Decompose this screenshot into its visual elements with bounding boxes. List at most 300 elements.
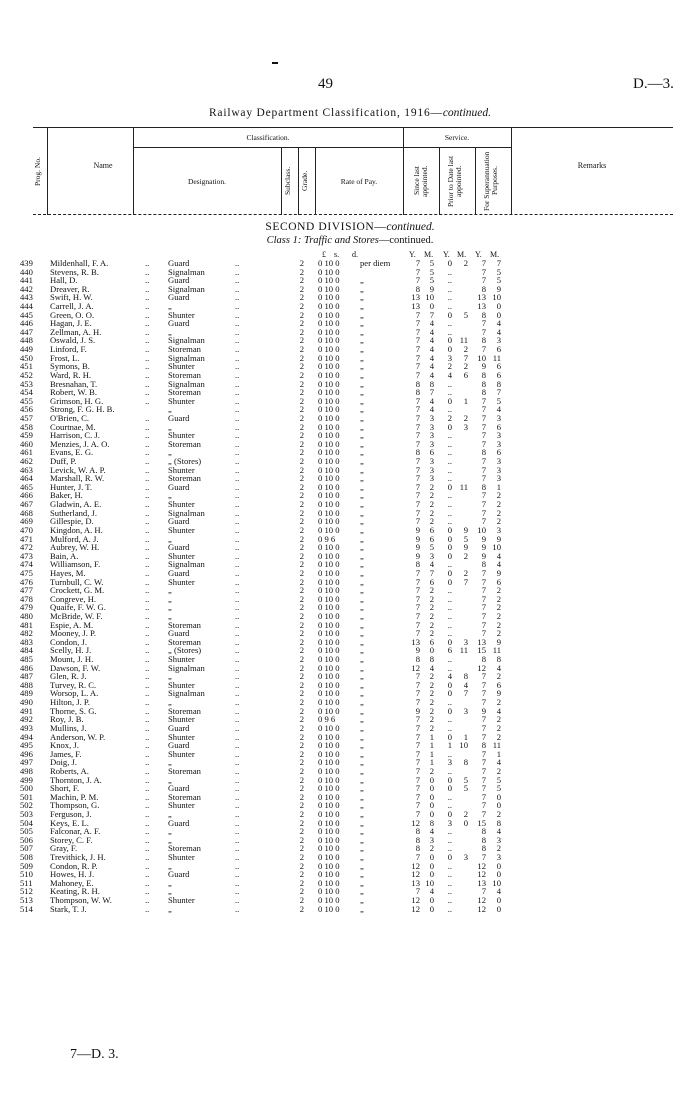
super-months: 2: [496, 610, 501, 621]
employee-name: Mahoney, E.: [50, 877, 94, 888]
prior-years: 0: [447, 852, 452, 863]
prog-no: 495: [20, 740, 33, 751]
table-row: [0, 569, 700, 578]
prog-no: 454: [20, 387, 33, 398]
since-months: 1: [429, 757, 434, 768]
leader-dots: ..: [235, 765, 240, 776]
employee-name: Frost, L.: [50, 352, 80, 363]
designation: „ (Stores): [168, 645, 202, 656]
leader-dots: ..: [235, 576, 240, 587]
prior-years: ..: [447, 654, 452, 665]
super-years: 7: [481, 266, 486, 277]
employee-name: Howes, H. J.: [50, 869, 95, 880]
pay-period: „: [360, 869, 364, 880]
since-years: 9: [415, 542, 420, 553]
super-months: 4: [496, 757, 501, 768]
employee-name: O'Brien, C.: [50, 412, 90, 423]
employee-name: Bain, A.: [50, 550, 79, 561]
table-row: [0, 423, 700, 432]
leader-dots: ..: [145, 464, 150, 475]
employee-name: Thompson, G.: [50, 800, 100, 811]
header-since-last: Since last appointed.: [412, 165, 429, 197]
super-months: 3: [496, 456, 501, 467]
since-months: 8: [429, 654, 434, 665]
table-row: [0, 388, 700, 397]
class-grade: 2: [299, 886, 304, 897]
rate-of-pay: 0 10 0: [318, 619, 340, 630]
prog-no: 489: [20, 688, 33, 699]
pay-period: „: [360, 809, 364, 819]
pay-period: „: [360, 301, 364, 312]
pay-period: „: [360, 783, 364, 794]
employee-name: Stark, T. J.: [50, 903, 87, 914]
since-years: 7: [415, 352, 420, 363]
table-row: [0, 362, 700, 371]
employee-name: Stevens, R. B.: [50, 266, 99, 277]
leader-dots: ..: [235, 344, 240, 355]
table-row: [0, 474, 700, 483]
prog-no: 508: [20, 852, 33, 863]
since-years: 8: [415, 826, 420, 837]
table-row: [0, 870, 700, 879]
footer-signature: 7—D. 3.: [70, 1047, 119, 1062]
table-row: [0, 629, 700, 638]
since-months: 2: [429, 679, 434, 690]
prior-months: 5: [463, 309, 468, 320]
designation: Signalman: [168, 283, 205, 294]
class-grade: 2: [299, 387, 304, 398]
table-row: [0, 707, 700, 716]
prog-no: 505: [20, 826, 33, 837]
rate-of-pay: 0 10 0: [318, 301, 340, 312]
table-row: [0, 612, 700, 621]
leader-dots: ..: [145, 412, 150, 423]
class-grade: 2: [299, 490, 304, 501]
table-row: [0, 827, 700, 836]
designation: Shunter: [168, 395, 195, 406]
since-months: 0: [429, 809, 434, 819]
employee-name: Harrison, C. J.: [50, 430, 100, 441]
pay-period: „: [360, 499, 364, 510]
prior-years: 0: [447, 731, 452, 742]
leader-dots: ..: [145, 809, 150, 819]
class-grade: 2: [299, 714, 304, 725]
class-grade: 2: [299, 309, 304, 320]
prog-no: 499: [20, 774, 33, 785]
prog-no: 445: [20, 309, 33, 320]
since-months: 3: [429, 430, 434, 441]
designation: Storeman: [168, 438, 201, 449]
prog-no: 460: [20, 438, 33, 449]
leader-dots: ..: [145, 895, 150, 906]
class-grade: 2: [299, 567, 304, 578]
prior-years: 6: [447, 645, 452, 656]
since-months: 8: [429, 378, 434, 389]
since-years: 7: [415, 335, 420, 346]
prog-no: 475: [20, 567, 33, 578]
since-months: 6: [429, 636, 434, 647]
table-row: [0, 535, 700, 544]
prog-no: 441: [20, 275, 33, 286]
prior-years: 0: [447, 636, 452, 647]
pay-period: „: [360, 679, 364, 690]
leader-dots: ..: [235, 654, 240, 665]
table-row: [0, 758, 700, 767]
super-years: 12: [477, 662, 486, 673]
prior-months: 7: [463, 352, 468, 363]
leader-dots: ..: [145, 516, 150, 527]
leader-dots: ..: [235, 309, 240, 320]
leader-dots: ..: [145, 567, 150, 578]
super-months: 4: [496, 318, 501, 329]
class-grade: 2: [299, 834, 304, 845]
prog-no: 507: [20, 843, 33, 854]
leader-dots: ..: [235, 283, 240, 294]
since-years: 9: [415, 705, 420, 716]
pay-period: „: [360, 877, 364, 888]
running-title-main: Railway Department Classification, 1916—: [208, 107, 443, 119]
employee-name: Falconar, A. F.: [50, 826, 101, 837]
super-years: 12: [477, 860, 486, 871]
class-grade: 2: [299, 352, 304, 363]
super-years: 7: [481, 516, 486, 527]
super-months: 2: [496, 499, 501, 510]
super-months: 2: [496, 731, 501, 742]
class-grade: 2: [299, 860, 304, 871]
designation: Shunter: [168, 524, 195, 535]
table-row: [0, 354, 700, 363]
designation: Storeman: [168, 369, 201, 380]
table-row: [0, 345, 700, 354]
rate-of-pay: 0 10 0: [318, 628, 340, 639]
super-months: 3: [496, 335, 501, 346]
table-row: [0, 500, 700, 509]
prog-no: 503: [20, 809, 33, 819]
prog-no: 456: [20, 404, 33, 415]
rate-of-pay: 0 10 0: [318, 283, 340, 294]
since-years: 7: [415, 602, 420, 613]
leader-dots: ..: [145, 456, 150, 467]
since-months: 4: [429, 662, 434, 673]
super-years: 7: [481, 258, 486, 268]
designation: Shunter: [168, 679, 195, 690]
leader-dots: ..: [235, 507, 240, 518]
employee-name: Congreve, H.: [50, 593, 97, 604]
class-grade: 2: [299, 671, 304, 682]
super-years: 7: [481, 886, 486, 897]
since-years: 7: [415, 628, 420, 639]
pay-period: „: [360, 765, 364, 776]
table-row: [0, 819, 700, 828]
super-months: 3: [496, 430, 501, 441]
designation: „: [168, 886, 172, 897]
leader-dots: ..: [145, 524, 150, 535]
designation: Guard: [168, 628, 190, 639]
prior-years: 4: [447, 369, 452, 380]
prog-no: 467: [20, 499, 33, 510]
since-years: 7: [415, 361, 420, 372]
super-months: 0: [496, 800, 501, 811]
since-months: 3: [429, 464, 434, 475]
table-row: [0, 733, 700, 742]
designation: Storeman: [168, 387, 201, 398]
table-body: [0, 259, 700, 913]
prior-years: ..: [447, 748, 452, 759]
since-years: 12: [411, 662, 420, 673]
prog-no: 449: [20, 344, 33, 355]
super-months: 4: [496, 705, 501, 716]
leader-dots: ..: [145, 292, 150, 303]
designation: Guard: [168, 722, 190, 733]
leader-dots: ..: [235, 619, 240, 630]
super-years: 7: [481, 791, 486, 802]
table-row: [0, 879, 700, 888]
designation: „: [168, 610, 172, 621]
prior-years: ..: [447, 464, 452, 475]
table-row: [0, 491, 700, 500]
prior-months: 2: [463, 258, 468, 268]
designation: „: [168, 757, 172, 768]
leader-dots: ..: [235, 645, 240, 656]
employee-name: Ward, R. H.: [50, 369, 92, 380]
leader-dots: ..: [235, 610, 240, 621]
employee-name: Trevithick, J. H.: [50, 852, 106, 863]
rate-of-pay: 0 10 0: [318, 722, 340, 733]
designation: Guard: [168, 783, 190, 794]
employee-name: Ferguson, J.: [50, 809, 92, 819]
designation: „: [168, 602, 172, 613]
class-grade: 2: [299, 877, 304, 888]
rate-of-pay: 0 10 0: [318, 464, 340, 475]
prog-no: 477: [20, 585, 33, 596]
unit-penny: d.: [352, 250, 358, 259]
prior-years: ..: [447, 378, 452, 389]
pay-period: „: [360, 619, 364, 630]
leader-dots: ..: [145, 438, 150, 449]
pay-period: „: [360, 326, 364, 337]
rate-of-pay: 0 10 0: [318, 869, 340, 880]
designation: Storeman: [168, 791, 201, 802]
since-years: 7: [415, 258, 420, 268]
class-grade: 2: [299, 636, 304, 647]
employee-name: Keating, R. H.: [50, 886, 100, 897]
super-years: 13: [477, 877, 486, 888]
since-years: 7: [415, 412, 420, 423]
leader-dots: ..: [145, 826, 150, 837]
employee-name: Turvey, R. C.: [50, 679, 97, 690]
header-prior-to: Prior to Date last appointed.: [446, 155, 463, 207]
class-grade: 2: [299, 869, 304, 880]
since-years: 8: [415, 654, 420, 665]
pay-period: „: [360, 834, 364, 845]
prior-years: ..: [447, 283, 452, 294]
since-years: 7: [415, 516, 420, 527]
table-row: [0, 578, 700, 587]
table-row: [0, 853, 700, 862]
prog-no: 512: [20, 886, 33, 897]
employee-name: Thornton, J. A.: [50, 774, 102, 785]
rate-of-pay: 0 10 0: [318, 791, 340, 802]
prog-no: 452: [20, 369, 33, 380]
class-grade: 2: [299, 826, 304, 837]
pay-period: „: [360, 395, 364, 406]
super-years: 7: [481, 714, 486, 725]
designation: „: [168, 860, 172, 871]
employee-name: Levick, W. A. P.: [50, 464, 106, 475]
designation: Guard: [168, 258, 190, 268]
since-years: 7: [415, 464, 420, 475]
prior-years: ..: [447, 301, 452, 312]
employee-name: Condon, J.: [50, 636, 88, 647]
since-months: 9: [429, 283, 434, 294]
rate-of-pay: 0 10 0: [318, 705, 340, 716]
since-years: 7: [415, 619, 420, 630]
pay-period: „: [360, 559, 364, 570]
rate-of-pay: 0 10 0: [318, 473, 340, 484]
pay-period: „: [360, 705, 364, 716]
employee-name: Quaife, F. W. G.: [50, 602, 106, 613]
top-dash: [272, 62, 278, 64]
pay-period: „: [360, 567, 364, 578]
since-years: 7: [415, 765, 420, 776]
pay-period: „: [360, 757, 364, 768]
since-years: 8: [415, 834, 420, 845]
since-years: 8: [415, 283, 420, 294]
employee-name: Espie, A. M.: [50, 619, 94, 630]
super-months: 0: [496, 860, 501, 871]
class-continued: —continued.: [378, 235, 434, 246]
prog-no: 488: [20, 679, 33, 690]
super-years: 7: [481, 765, 486, 776]
pay-period: per diem: [360, 258, 391, 268]
prog-no: 483: [20, 636, 33, 647]
designation: „: [168, 447, 172, 458]
super-months: 5: [496, 275, 501, 286]
super-months: 2: [496, 809, 501, 819]
table-row: [0, 724, 700, 733]
class-grade: 2: [299, 395, 304, 406]
prior-years: ..: [447, 326, 452, 337]
super-months: 0: [496, 903, 501, 914]
unit-years-super: Y.: [475, 250, 482, 259]
since-months: 7: [429, 387, 434, 398]
prior-years: ..: [447, 895, 452, 906]
class-grade: 2: [299, 344, 304, 355]
employee-name: Mooney, J. P.: [50, 628, 96, 639]
prior-years: ..: [447, 275, 452, 286]
employee-name: Storey, C. F.: [50, 834, 93, 845]
leader-dots: ..: [235, 662, 240, 673]
prior-months: 5: [463, 783, 468, 794]
designation: Shunter: [168, 895, 195, 906]
super-years: 8: [481, 335, 486, 346]
employee-name: McBride, W. F.: [50, 610, 103, 621]
prog-no: 514: [20, 903, 33, 914]
prior-years: ..: [447, 447, 452, 458]
table-row: [0, 509, 700, 518]
prior-years: 0: [447, 550, 452, 561]
super-months: 0: [496, 309, 501, 320]
super-years: 7: [481, 421, 486, 432]
employee-name: Grimson, H. G.: [50, 395, 104, 406]
prog-no: 457: [20, 412, 33, 423]
leader-dots: ..: [145, 852, 150, 863]
employee-name: Symons, B.: [50, 361, 90, 372]
rate-of-pay: 0 10 0: [318, 430, 340, 441]
prior-years: 0: [447, 335, 452, 346]
rate-of-pay: 0 9 6: [318, 533, 336, 544]
prior-months: 8: [463, 671, 468, 682]
table-row: [0, 517, 700, 526]
rate-of-pay: 0 10 0: [318, 860, 340, 871]
super-months: 2: [496, 516, 501, 527]
designation: „: [168, 533, 172, 544]
class-grade: 2: [299, 697, 304, 708]
since-months: 2: [429, 714, 434, 725]
employee-name: Courtnae, M.: [50, 421, 96, 432]
since-years: 7: [415, 697, 420, 708]
since-years: 7: [415, 395, 420, 406]
table-row: [0, 715, 700, 724]
table-row: [0, 905, 700, 914]
prior-years: ..: [447, 722, 452, 733]
super-years: 8: [481, 369, 486, 380]
since-months: 6: [429, 533, 434, 544]
leader-dots: ..: [145, 301, 150, 312]
prior-years: ..: [447, 473, 452, 484]
rate-of-pay: 0 10 0: [318, 654, 340, 665]
prior-years: ..: [447, 490, 452, 501]
pay-period: „: [360, 895, 364, 906]
rate-of-pay: 0 10 0: [318, 499, 340, 510]
prog-no: 443: [20, 292, 33, 303]
since-months: 6: [429, 524, 434, 535]
since-months: 2: [429, 688, 434, 699]
prior-years: ..: [447, 404, 452, 415]
since-years: 7: [415, 490, 420, 501]
since-months: 2: [429, 628, 434, 639]
prior-months: 9: [463, 542, 468, 553]
rate-of-pay: 0 10 0: [318, 361, 340, 372]
since-years: 12: [411, 895, 420, 906]
prior-months: 9: [463, 524, 468, 535]
super-years: 7: [481, 473, 486, 484]
rate-of-pay: 0 10 0: [318, 610, 340, 621]
class-grade: 2: [299, 507, 304, 518]
pay-period: „: [360, 369, 364, 380]
class-grade: 2: [299, 481, 304, 492]
designation: Storeman: [168, 705, 201, 716]
employee-name: Gladwin, A. E.: [50, 499, 102, 510]
employee-name: Turnbull, C. W.: [50, 576, 104, 587]
leader-dots: ..: [145, 697, 150, 708]
leader-dots: ..: [235, 791, 240, 802]
class-grade: 2: [299, 731, 304, 742]
employee-name: Mount, J. H.: [50, 654, 94, 665]
rate-of-pay: 0 10 0: [318, 852, 340, 863]
super-months: 2: [496, 722, 501, 733]
class-grade: 2: [299, 258, 304, 268]
designation: Storeman: [168, 344, 201, 355]
prog-no: 453: [20, 378, 33, 389]
division-continued: continued.: [386, 221, 435, 233]
header-service: Service.: [444, 133, 470, 142]
prior-years: ..: [447, 456, 452, 467]
rate-of-pay: 0 10 0: [318, 524, 340, 535]
leader-dots: ..: [235, 869, 240, 880]
table-row: [0, 698, 700, 707]
leader-dots: ..: [235, 886, 240, 897]
